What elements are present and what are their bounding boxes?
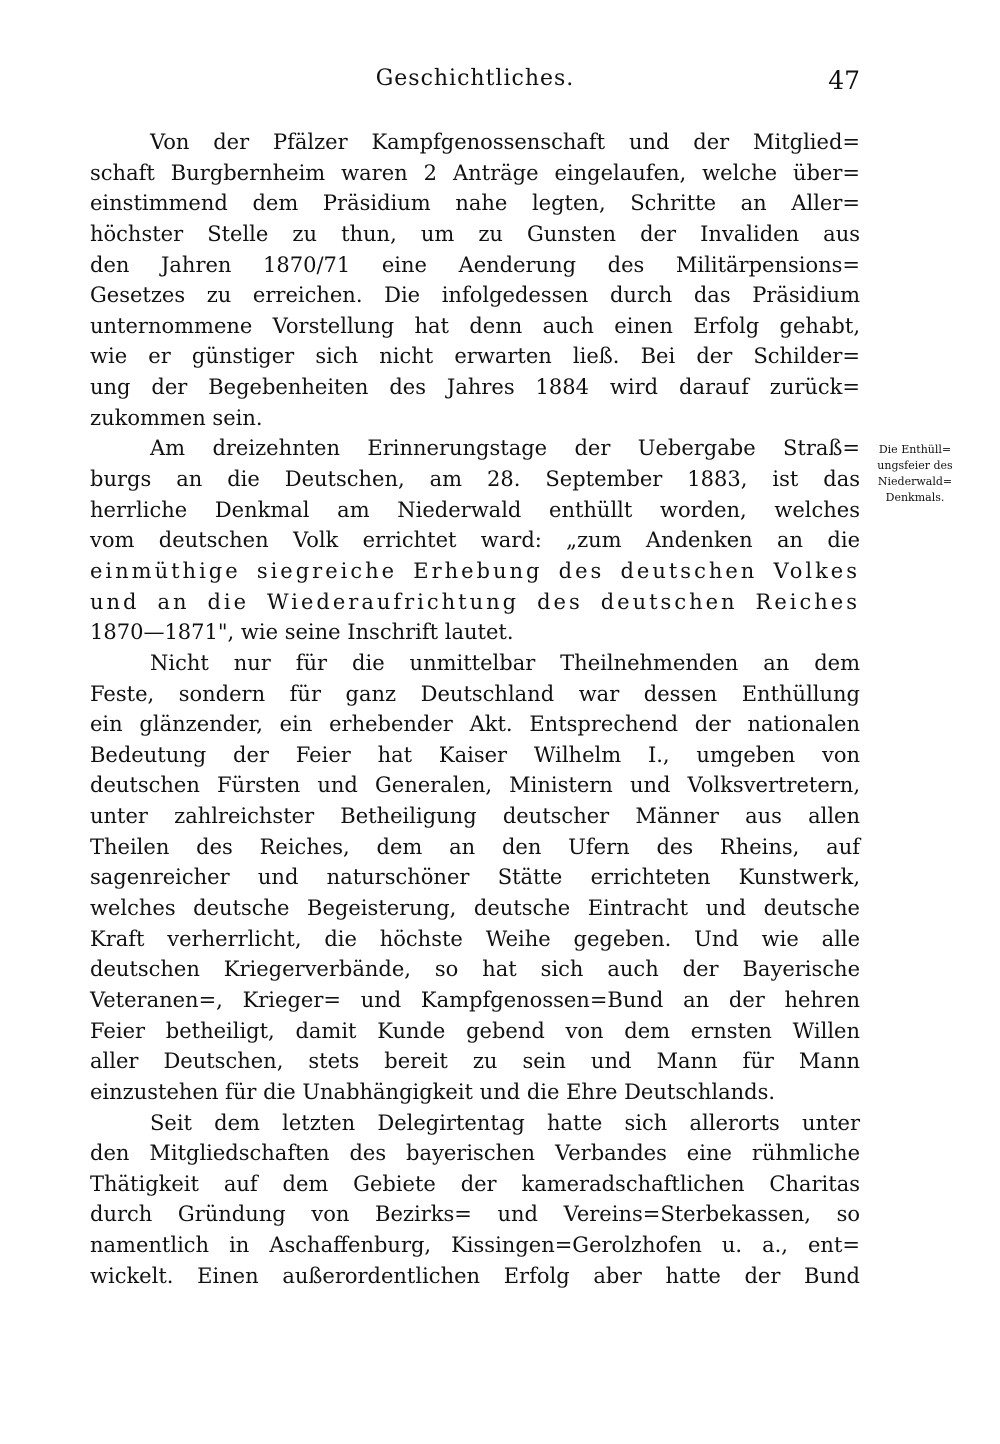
text-line: Feste, sondern für ganz Deutschland war dessen Enthüllung — [90, 681, 860, 706]
text-line: den Jahren 1870/71 eine Aenderung des Militärpensions= — [90, 252, 860, 277]
text-line: 1870—1871", wie seine Inschrift lautet. — [90, 620, 514, 645]
text-line: ung der Begebenheiten des Jahres 1884 wird darauf zurück= — [90, 375, 860, 400]
text-line: deutschen Kriegerverbände, so hat sich auch der Bayerische — [90, 957, 860, 982]
text-line: unternommene Vorstellung hat denn auch einen Erfolg gehabt, — [90, 313, 860, 338]
text-line: einmüthige siegreiche Erhebung des deutschen Volkes — [90, 558, 860, 583]
text-line: unter zahlreichster Betheiligung deutscher Männer aus allen — [90, 804, 860, 829]
text-line: schaft Burgbernheim waren 2 Anträge eingelaufen, welche über= — [90, 160, 860, 185]
text-line: den Mitgliedschaften des bayerischen Verbandes eine rühmliche — [90, 1141, 860, 1166]
text-line: namentlich in Aschaffenburg, Kissingen=Gerolzhofen u. a., ent= — [90, 1233, 860, 1258]
marginal-note-line: ungsfeier des — [877, 459, 953, 472]
text-line: Bedeutung der Feier hat Kaiser Wilhelm I., umgeben von — [90, 742, 860, 767]
text-line: wie er günstiger sich nicht erwarten ließ. Bei der Schilder= — [90, 344, 860, 369]
text-line: Feier betheiligt, damit Kunde gebend von dem ernsten Willen — [90, 1018, 860, 1043]
text-line: durch Gründung von Bezirks= und Vereins=Sterbekassen, so — [90, 1202, 860, 1227]
text-line: Gesetzes zu erreichen. Die infolgedessen durch das Präsidium — [90, 283, 860, 308]
text-line: sagenreicher und naturschöner Stätte errichteten Kunstwerk, — [90, 865, 860, 890]
text-line: ein glänzender, ein erhebender Akt. Entsprechend der nationalen — [90, 712, 860, 737]
text-line: einzustehen für die Unabhängigkeit und die Ehre Deutschlands. — [90, 1079, 776, 1104]
text-line: einstimmend dem Präsidium nahe legten, Schritte an Aller= — [90, 191, 860, 216]
running-head: Geschichtliches. — [375, 66, 575, 91]
text-line: deutschen Fürsten und Generalen, Ministern und Volksvertretern, — [90, 773, 860, 798]
text-line: Thätigkeit auf dem Gebiete der kameradschaftlichen Charitas — [90, 1171, 860, 1196]
paragraph-enthuellung — [90, 648, 860, 1108]
text-line: Am dreizehnten Erinnerungstage der Uebergabe Straß= — [150, 436, 860, 461]
paragraph-niederwald-denkmal — [90, 433, 860, 647]
text-line: welches deutsche Begeisterung, deutsche Eintracht und deutsche — [90, 896, 860, 921]
page-number: 47 — [828, 66, 860, 95]
text-line: Kraft verherrlicht, die höchste Weihe gegeben. Und wie alle — [90, 926, 860, 951]
text-line: und an die Wiederaufrichtung des deutschen Reiches — [90, 589, 860, 614]
text-line: aller Deutschen, stets bereit zu sein und Mann für Mann — [90, 1049, 860, 1074]
text-line: Veteranen=, Krieger= und Kampfgenossen=Bund an der hehren — [90, 987, 860, 1012]
text-line: zukommen sein. — [90, 405, 263, 430]
paragraph-pfalzer-antraege — [90, 127, 860, 433]
text-line: höchster Stelle zu thun, um zu Gunsten der Invaliden aus — [90, 221, 860, 246]
marginal-note-line: Denkmals. — [885, 491, 945, 504]
text-line: Von der Pfälzer Kampfgenossenschaft und der Mitglied= — [150, 130, 860, 154]
text-line: herrliche Denkmal am Niederwald enthüllt worden, welches — [90, 497, 860, 522]
text-line: Nicht nur für die unmittelbar Theilnehmenden an dem — [150, 650, 860, 675]
page-header — [90, 66, 860, 106]
text-line: wickelt. Einen außerordentlichen Erfolg aber hatte der Bund — [90, 1263, 860, 1288]
text-line: Seit dem letzten Delegirtentag hatte sich allerorts unter — [150, 1110, 860, 1135]
text-line: vom deutschen Volk errichtet ward: „zum Andenken an die — [90, 528, 860, 553]
body-text — [90, 127, 860, 1291]
marginal-note — [862, 442, 968, 506]
text-line: burgs an die Deutschen, am 28. September 1883, ist das — [90, 467, 860, 492]
marginal-note-line: Die Enthüll= — [878, 443, 952, 456]
paragraph-delegirtentag — [90, 1108, 860, 1292]
text-line: Theilen des Reiches, dem an den Ufern des Rheins, auf — [90, 834, 860, 859]
marginal-note-line: Niederwald= — [877, 475, 953, 488]
